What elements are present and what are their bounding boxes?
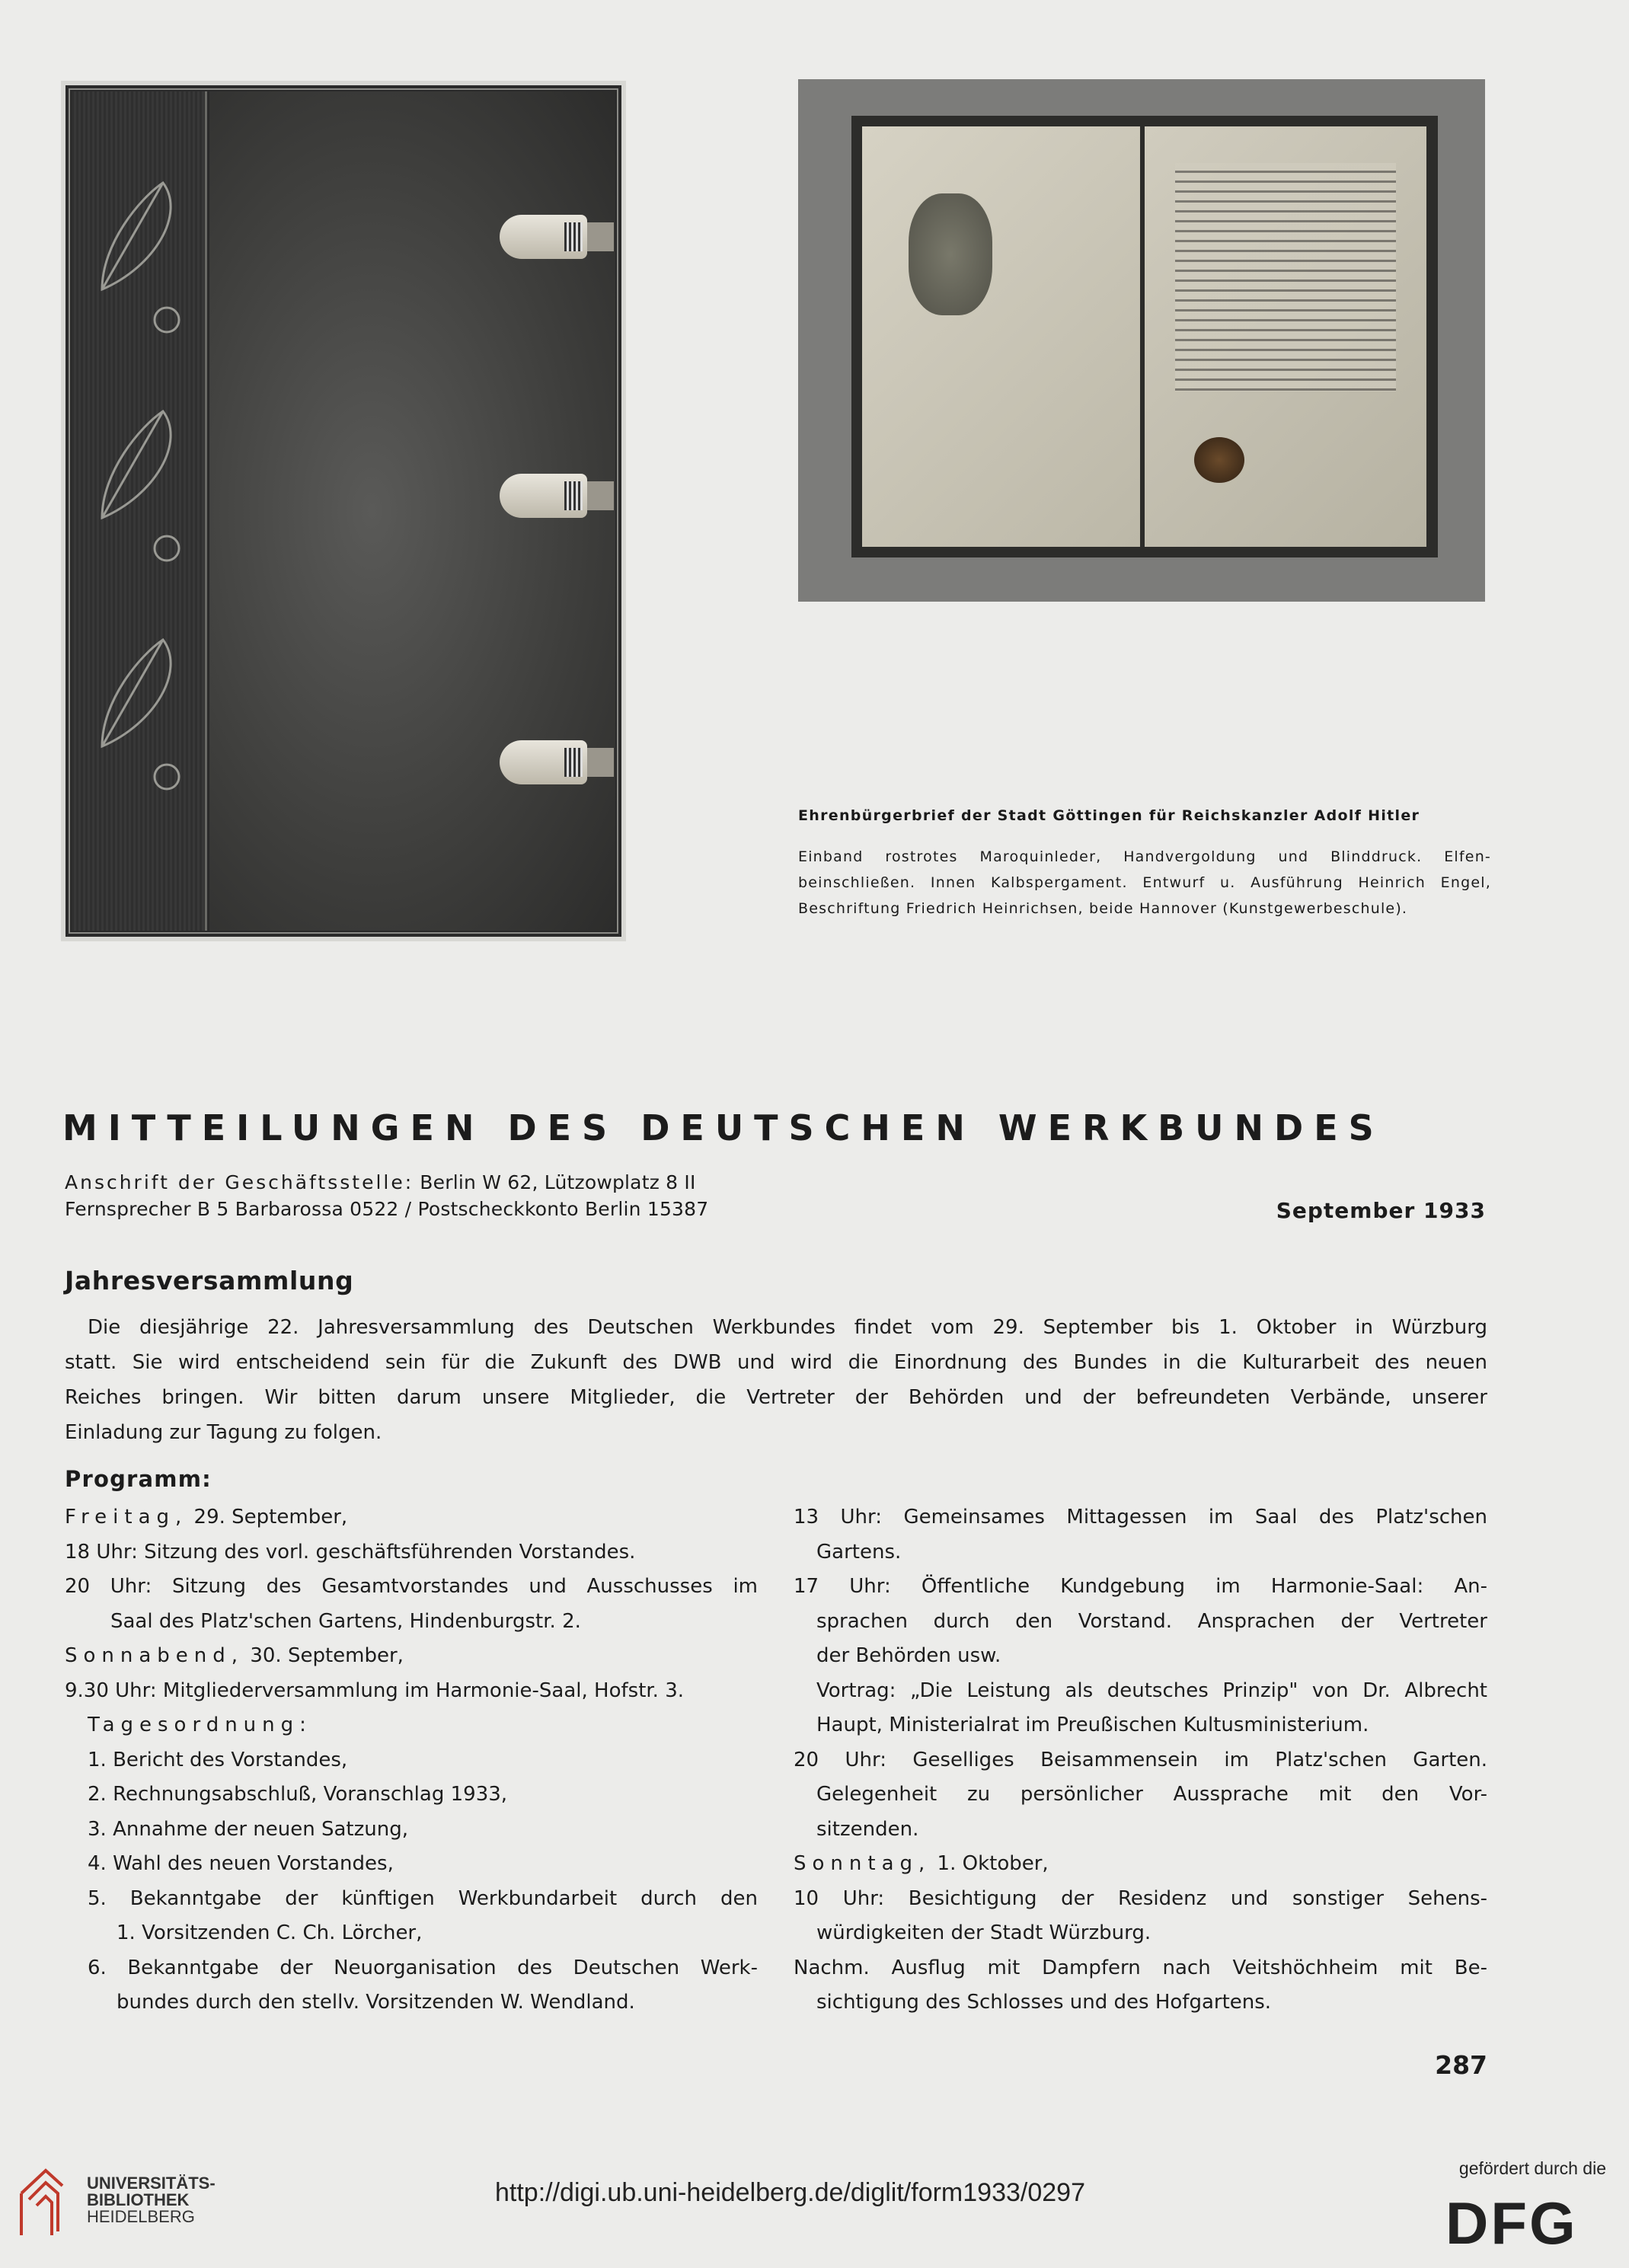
program-line: Saal des Platz'schen Gartens, Hindenburgstr. 2. (110, 1609, 581, 1633)
intro-line: statt. Sie wird entscheidend sein für die Zukunft des DWB und wird die Einordnung des Bundes in die Kulturarbeit des neuen (65, 1351, 1487, 1374)
program-left-column (65, 1500, 758, 2020)
program-line: 10 Uhr: Besichtigung der Residenz und sonstiger Sehens- (794, 1886, 1487, 1910)
agenda-item: 6. Bekanntgabe der Neuorganisation des Deutschen Werk- (88, 1956, 758, 1979)
agenda-heading: Tagesordnung: (88, 1714, 312, 1736)
caption-line: Einband rostrotes Maroquinleder, Handvergoldung und Blinddruck. Elfen- (798, 848, 1491, 865)
photo-book-cover (61, 81, 626, 941)
program-line: Haupt, Ministerialrat im Preußischen Kultusministerium. (816, 1714, 1369, 1736)
funding-note: gefördert durch die (1458, 2158, 1606, 2178)
day-heading: Sonntag, 1. Oktober, (794, 1852, 1049, 1875)
program-line: sitzenden. (816, 1817, 919, 1841)
page-number: 287 (1435, 2050, 1487, 2080)
wax-seal (1194, 437, 1244, 483)
library-logo-icon (15, 2163, 69, 2239)
ivory-clasp (500, 474, 614, 518)
left-parchment-page (862, 126, 1140, 547)
agenda-item: 2. Rechnungsabschluß, Voranschlag 1933, (88, 1783, 508, 1806)
intro-line: Reiches bringen. Wir bitten darum unsere Mitglieder, die Vertreter der Behörden und der befreundeten Verbände, unserer (65, 1386, 1487, 1409)
address-line: Anschrift der Geschäftsstelle: Berlin W 62, Lützowplatz 8 II (65, 1171, 696, 1193)
masthead-title: MITTEILUNGEN DES DEUTSCHEN WERKBUNDES (62, 1107, 1385, 1148)
caption-title: Ehrenbürgerbrief der Stadt Göttingen für Reichskanzler Adolf Hitler (798, 807, 1420, 824)
intro-line: Einladung zur Tagung zu folgen. (65, 1421, 382, 1444)
program-line: 17 Uhr: Öffentliche Kundgebung im Harmonie-Saal: An- (794, 1575, 1487, 1598)
program-line: 20 Uhr: Geselliges Beisammensein im Platz'schen Garten. (794, 1748, 1487, 1771)
intro-paragraph (65, 1310, 1487, 1450)
contact-line: Fernsprecher B 5 Barbarossa 0522 / Postscheckkonto Berlin 15387 (65, 1198, 709, 1220)
program-line: würdigkeiten der Stadt Würzburg. (816, 1921, 1151, 1944)
program-line: Gelegenheit zu persönlicher Aussprache mit den Vor- (816, 1783, 1487, 1806)
library-name: UNIVERSITÄTS- BIBLIOTHEK HEIDELBERG (87, 2174, 216, 2226)
program-line: Vortrag: „Die Leistung als deutsches Prinzip" von Dr. Albrecht (816, 1679, 1487, 1702)
issue-date: September 1933 (1276, 1198, 1486, 1223)
agenda-item: 5. Bekanntgabe der künftigen Werkbundarbeit durch den (88, 1886, 758, 1910)
ivory-clasp (500, 215, 614, 259)
dfg-logo: DFG (1445, 2190, 1578, 2257)
section-heading: Jahresversammlung (65, 1266, 354, 1295)
program-heading: Programm: (65, 1466, 212, 1492)
program-line: 20 Uhr: Sitzung des Gesamtvorstandes und Ausschusses im (65, 1575, 758, 1598)
agenda-item: 3. Annahme der neuen Satzung, (88, 1817, 408, 1841)
program-line: der Behörden usw. (816, 1644, 1001, 1667)
program-line: 9.30 Uhr: Mitgliederversammlung im Harmonie-Saal, Hofstr. 3. (65, 1679, 685, 1702)
day-heading: Freitag, 29. September, (65, 1506, 348, 1529)
caption-line: Beschriftung Friedrich Heinrichsen, beide Hannover (Kunstgewerbeschule). (798, 900, 1408, 917)
program-line: Nachm. Ausflug mit Dampfern nach Veitshöchheim mit Be- (794, 1956, 1487, 1979)
ivory-clasp (500, 740, 614, 784)
program-line: sprachen durch den Vorstand. Ansprachen der Vertreter (816, 1609, 1487, 1633)
program-line: sichtigung des Schlosses und des Hofgartens. (816, 1991, 1272, 2014)
day-heading: Sonnabend, 30. September, (65, 1644, 404, 1667)
agenda-item: 1. Vorsitzenden C. Ch. Lörcher, (117, 1921, 423, 1944)
caption-line: beinschließen. Innen Kalbspergament. Entwurf u. Ausführung Heinrich Engel, (798, 874, 1491, 891)
caption-body (798, 844, 1491, 922)
university-library-logo (15, 2163, 69, 2239)
agenda-item: bundes durch den stellv. Vorsitzenden W. Wendland. (117, 1991, 635, 2014)
intro-line: Die diesjährige 22. Jahresversammlung des Deutschen Werkbundes findet vom 29. September bis 1. Oktober in Würzburg (88, 1316, 1487, 1339)
program-right-column (794, 1500, 1487, 2020)
program-line: 18 Uhr: Sitzung des vorl. geschäftsführenden Vorstandes. (65, 1540, 636, 1564)
program-line: Gartens. (816, 1540, 902, 1564)
program-line: 13 Uhr: Gemeinsames Mittagessen im Saal des Platz'schen (794, 1506, 1487, 1529)
source-url-link[interactable]: http://digi.ub.uni-heidelberg.de/diglit/form1933/0297 (495, 2178, 1085, 2207)
agenda-item: 4. Wahl des neuen Vorstandes, (88, 1852, 394, 1875)
photo-open-document (798, 79, 1485, 602)
city-emblem (909, 193, 992, 315)
agenda-item: 1. Bericht des Vorstandes, (88, 1748, 348, 1771)
calligraphy-text (1175, 163, 1396, 391)
